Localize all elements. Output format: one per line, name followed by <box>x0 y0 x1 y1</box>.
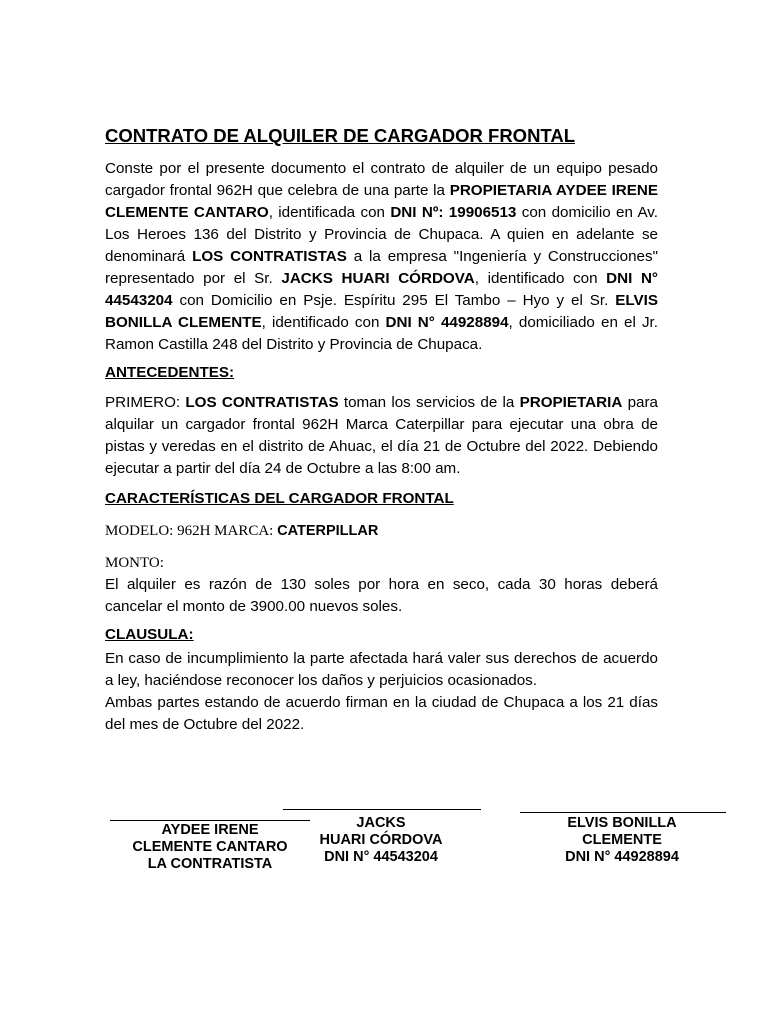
signature-block-owner <box>110 822 310 873</box>
clausula-paragraph <box>105 648 658 736</box>
signature-middle-line3: DNI N° 44543204 <box>324 849 438 865</box>
intro-text: Conste por el presente documento el contrato de alquiler de un equipo pesado cargador frontal 962H que celebra de una parte la <box>105 160 658 199</box>
signature-line-middle <box>283 809 481 810</box>
contractor-1-dni: DNI N° 44543204 <box>105 270 658 309</box>
signature-middle-line2: HUARI CÓRDOVA <box>319 832 443 848</box>
contractor-2-name: ELVIS BONILLA CLEMENTE <box>105 292 658 331</box>
signature-line-right <box>520 812 726 813</box>
monto-label <box>105 552 658 574</box>
intro-text: , identificado con <box>474 270 607 287</box>
signature-middle-line1: JACKS <box>356 815 406 831</box>
signature-left-line1: AYDEE IRENE <box>161 822 259 838</box>
intro-text: con Domicilio en Psje. Espíritu 295 El Tambo – Hyo y el Sr. <box>172 292 616 309</box>
document-title: CONTRATO DE ALQUILER DE CARGADOR FRONTAL <box>105 125 576 146</box>
clausula-text-1: En caso de incumplimiento la parte afectada hará valer sus derechos de acuerdo a ley, haciéndose reconocer los daños y perjuicios ocasionados. <box>105 650 658 689</box>
monto-label-text: MONTO: <box>105 555 164 571</box>
antecedentes-text: para alquilar un cargador frontal 962H Marca Caterpillar para ejecutar una obra de pistas y veredas en el distrito de Ahuac, el día 21 de Octubre del 2022. Debiendo ejecutar a partir del día 24 de Octubre a las 8:00 am. <box>105 394 658 477</box>
intro-paragraph <box>105 158 658 356</box>
intro-text: , identificado con <box>261 314 386 331</box>
signature-right-line1: ELVIS BONILLA <box>567 815 677 831</box>
marca-value: CATERPILLAR <box>277 523 379 539</box>
contractor-1-name: JACKS HUARI CÓRDOVA <box>281 270 475 287</box>
monto-paragraph: El alquiler es razón de 130 soles por hora en seco, cada 30 horas deberá cancelar el monto de 3900.00 nuevos soles. <box>105 576 658 615</box>
clausula-text-2: Ambas partes estando de acuerdo firman en la ciudad de Chupaca a los 21 días del mes de Octubre del 2022. <box>105 694 658 733</box>
owner-label: PROPIETARIA <box>519 394 623 411</box>
contractors-label: LOS CONTRATISTAS <box>192 248 347 265</box>
intro-text: , identificada con <box>268 204 391 221</box>
antecedentes-paragraph <box>105 392 658 480</box>
contractor-2-dni: DNI N° 44928894 <box>385 314 509 331</box>
intro-text: a la empresa "Ingeniería y Construcciones" representado por el Sr. <box>105 248 658 287</box>
clausula-heading: CLAUSULA: <box>105 626 194 643</box>
owner-name: PROPIETARIA AYDEE IRENE CLEMENTE CANTARO <box>105 182 658 221</box>
modelo-label: MODELO: 962H MARCA: <box>105 523 278 539</box>
antecedentes-text: toman los servicios de la <box>338 394 520 411</box>
antecedentes-text: PRIMERO: <box>105 394 186 411</box>
signature-block-contractor-1 <box>281 815 481 866</box>
signature-line-left <box>110 820 310 821</box>
contractors-label: LOS CONTRATISTAS <box>185 394 339 411</box>
intro-text: , domiciliado en el Jr. Ramon Castilla 248 del Distrito y Provincia de Chupaca. <box>105 314 658 353</box>
antecedentes-heading: ANTECEDENTES: <box>105 364 235 381</box>
signature-right-line2: CLEMENTE <box>582 832 662 848</box>
signature-left-line3: LA CONTRATISTA <box>147 856 273 872</box>
caracteristicas-heading: CARACTERÍSTICAS DEL CARGADOR FRONTAL <box>105 490 454 507</box>
intro-text: con domicilio en Av. Los Heroes 136 del Distrito y Provincia de Chupaca. A quien en adelante se denominará <box>105 204 658 265</box>
signature-block-contractor-2 <box>520 815 724 866</box>
signature-right-line3: DNI N° 44928894 <box>565 849 679 865</box>
signature-left-line2: CLEMENTE CANTARO <box>132 839 288 855</box>
modelo-line <box>105 520 658 542</box>
owner-dni: DNI Nº: 19906513 <box>390 204 517 221</box>
